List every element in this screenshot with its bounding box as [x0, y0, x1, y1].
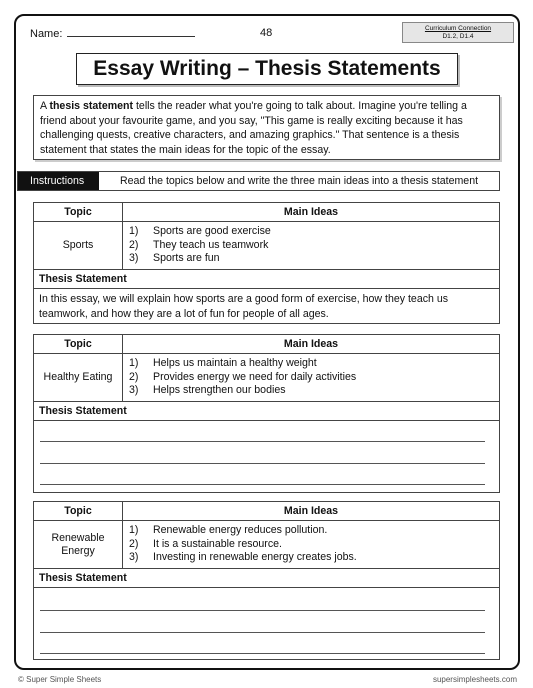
ideas-cell — [123, 521, 499, 568]
idea-text: Investing in renewable energy creates jobs. — [153, 551, 357, 563]
thesis-writing-area[interactable] — [34, 421, 499, 492]
intro-box — [33, 95, 500, 160]
list-item — [129, 239, 499, 253]
list-item — [129, 371, 499, 385]
thesis-writing-area[interactable] — [34, 588, 499, 659]
idea-number: 1) — [129, 225, 139, 237]
page-number: 48 — [260, 27, 273, 39]
table-row — [34, 521, 499, 569]
writing-line[interactable] — [40, 610, 485, 611]
idea-number: 3) — [129, 551, 139, 563]
writing-line[interactable] — [40, 632, 485, 633]
topic-cell: Healthy Eating — [34, 354, 123, 401]
ideas-cell — [123, 354, 499, 401]
idea-text: Sports are good exercise — [153, 225, 271, 237]
writing-line[interactable] — [40, 484, 485, 485]
topic-table-healthy-eating — [33, 334, 500, 493]
footer-copyright: © Super Simple Sheets — [18, 675, 102, 684]
idea-number: 1) — [129, 524, 139, 536]
instructions-text: Read the topics below and write the three main ideas into a thesis statement — [120, 175, 479, 187]
list-item — [129, 252, 499, 266]
idea-number: 2) — [129, 238, 139, 251]
topic-table-sports — [33, 202, 500, 324]
list-item — [129, 524, 499, 538]
idea-number: 1) — [129, 357, 139, 369]
name-field[interactable] — [30, 27, 195, 40]
idea-text: It is a sustainable resource. — [153, 537, 282, 550]
topic-cell: Sports — [34, 222, 123, 269]
list-item — [129, 551, 499, 565]
idea-text: They teach us teamwork — [153, 238, 269, 251]
idea-text: Provides energy we need for daily activities — [153, 370, 357, 383]
thesis-statement-header: Thesis Statement — [34, 569, 499, 588]
curriculum-connection-box — [402, 22, 514, 43]
idea-number: 2) — [129, 537, 139, 550]
instructions-label: Instructions — [18, 172, 99, 190]
ideas-cell — [123, 222, 499, 269]
writing-line[interactable] — [40, 653, 485, 654]
intro-bold-term: thesis statement — [49, 100, 134, 112]
topic-table-renewable-energy — [33, 501, 500, 660]
page-title: Essay Writing – Thesis Statements — [76, 53, 458, 85]
intro-rest: tells the reader what you're going to talk about. Imagine you're telling a friend about your favourite game, and you say, "This game is really exciting because it has challenging quests, creative characters, and amazing graphics." That sentence is a thesis statement that states the main ideas for the topic of the essay. — [40, 100, 467, 156]
topic-header: Topic — [34, 502, 123, 520]
main-ideas-header: Main Ideas — [283, 505, 339, 517]
table-header — [34, 203, 499, 222]
idea-text: Renewable energy reduces pollution. — [153, 524, 328, 536]
topic-header: Topic — [34, 335, 123, 353]
table-header — [34, 502, 499, 521]
curriculum-codes: D1.2, D1.4 — [442, 33, 474, 40]
thesis-statement-text: In this essay, we will explain how sports are a good form of exercise, how they teach us teamwork, and how they are a lot of fun for people of all ages. — [39, 293, 449, 320]
main-ideas-header: Main Ideas — [283, 338, 339, 350]
topic-cell: Renewable Energy — [34, 521, 123, 568]
writing-line[interactable] — [40, 441, 485, 442]
list-item — [129, 357, 499, 371]
name-label: Name: — [30, 28, 63, 40]
idea-number: 3) — [129, 252, 139, 264]
idea-number: 2) — [129, 370, 139, 383]
idea-number: 3) — [129, 384, 139, 396]
table-header — [34, 335, 499, 354]
table-row — [34, 222, 499, 270]
curriculum-title: Curriculum Connection — [424, 25, 492, 32]
topic-header: Topic — [34, 203, 123, 221]
idea-text: Helps strengthen our bodies — [153, 384, 286, 396]
thesis-statement-header: Thesis Statement — [34, 270, 499, 289]
main-ideas-header: Main Ideas — [283, 206, 339, 218]
name-blank-line[interactable] — [67, 27, 195, 37]
idea-text: Helps us maintain a healthy weight — [153, 357, 317, 369]
list-item — [129, 225, 499, 239]
instructions-bar — [17, 171, 500, 191]
footer-website: supersimplesheets.com — [432, 675, 517, 684]
writing-line[interactable] — [40, 463, 485, 464]
table-row — [34, 354, 499, 402]
idea-text: Sports are fun — [153, 252, 220, 264]
intro-lead: A — [40, 100, 50, 112]
list-item — [129, 384, 499, 398]
list-item — [129, 538, 499, 552]
thesis-statement-header: Thesis Statement — [34, 402, 499, 421]
